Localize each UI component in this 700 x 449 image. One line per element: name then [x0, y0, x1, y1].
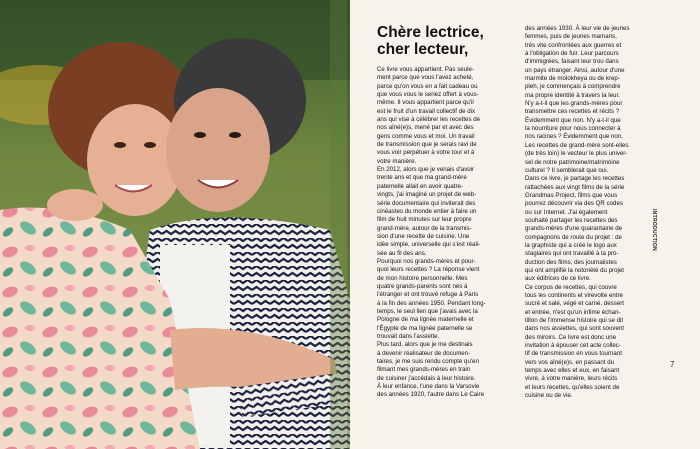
- text-page: [350, 0, 700, 449]
- page-number: 7: [670, 360, 675, 369]
- page-title: [377, 24, 527, 58]
- running-head: INTRODUCTION: [651, 209, 657, 251]
- text-column-right: [525, 25, 650, 400]
- column-text: des années 1930. À leur vie de jeunes femmes, puis de jeunes mamans, très vite confrontées aux guerres et à l'obligation de fuir. Leur parcours d'immigrées, faisant leur trou dans un pays étranger. Ainsi, autour d'une marmite de molokheya ou de krep- pleh, je commençais à comprendre ma propre identité à travers la leur. N'y a-t-il que les grands-mères pour transmettre ces recettes et récits ? Évidemment que non. N'y a-t-il que la nourriture pour nous connecter à nos racines ? Évidemment que non. Les recettes de grand-mère sont-elles (de très loin) le vecteur le plus univer- sel de notre patrimoine/matrimoine culturel ? Il semblerait que oui. Dans ce livre, je partage les recettes rattachées aux vingt films de la série Grandmas Project, films que vous pourrez découvrir via des QR codes ou sur Internet. J'ai également souhaité partager les recettes des grands-mères d'une quarantaine de compagnons de route du projet : de la graphiste qui a créé le logo aux stagiaires qui ont travaillé à la pro- duction des films, des journalistes qui ont amplifié la notoriété du projet aux éditrices de ce livre. Ce corpus de recettes, qui couvre tous les continents et virevolte entre sucré et salé, végé et carné, dessert et entrée, n'est qu'un infime échan- tillon de l'immense histoire qui se dit dans nos assiettes, qui sont souvent des miroirs. Ce livre est donc une invitation à épouser cet acte collec- tif de transmission en vous tournant vers vos aîné(e)s, en passant du temps avec elles et eux, en faisant vivre, à votre manière, leurs récits et leurs recettes, qu'elles soient de cuisine ou de vie.: [525, 25, 630, 400]
- column-text: Ce livre vous appartient. Pas seule- ment parce que vous l'avez acheté, parce qu'on vous en a fait cadeau ou que vous vous le seriez offert à vous- même. Il vous appartient parce qu'il est le fruit d'un travail collectif de dix ans qui vise à célébrer les recettes de nos aîné(e)s, mené par et avec des gens comme vous et moi. Un travail de transmission que je serais ravi de vous voir perpétuer à votre tour et à votre manière. En 2012, alors que je venais d'avoir trente ans et que ma grand-mère paternelle allait en avoir quatre- vingts, j'ai imaginé un projet de web- série documentaire qui inviterait des cinéastes du monde entier à faire un film de huit minutes sur leur propre grand-mère, autour de la transmis- sion d'une recette de cuisine. Une idée simple, universelle qui s'est réali- sée au fil des ans. Pourquoi nos grands-mères et pour- quoi leurs recettes ? La réponse vient de mon histoire personnelle. Mes quatre grands-parents sont nés à l'étranger et ont trouvé refuge à Paris à la fin des années 1950. Pendant long- temps, le seul lien que j'avais avec la Pologne de ma lignée maternelle et l'Égypte de ma lignée paternelle se trouvait dans l'assiette. Plus tard, alors que je me destinais à devenir réalisateur de documen- taires, je me suis rendu compte qu'en filmant mes grands-mères en train de cuisiner j'accédais à leur histoire. À leur enfance, l'une dans la Varsovie des années 1920, l'autre dans Le Caire: [377, 66, 486, 399]
- title-line-2: cher lecteur,: [377, 41, 469, 58]
- text-column-left: [377, 66, 502, 400]
- title-line-1: Chère lectrice,: [377, 24, 484, 41]
